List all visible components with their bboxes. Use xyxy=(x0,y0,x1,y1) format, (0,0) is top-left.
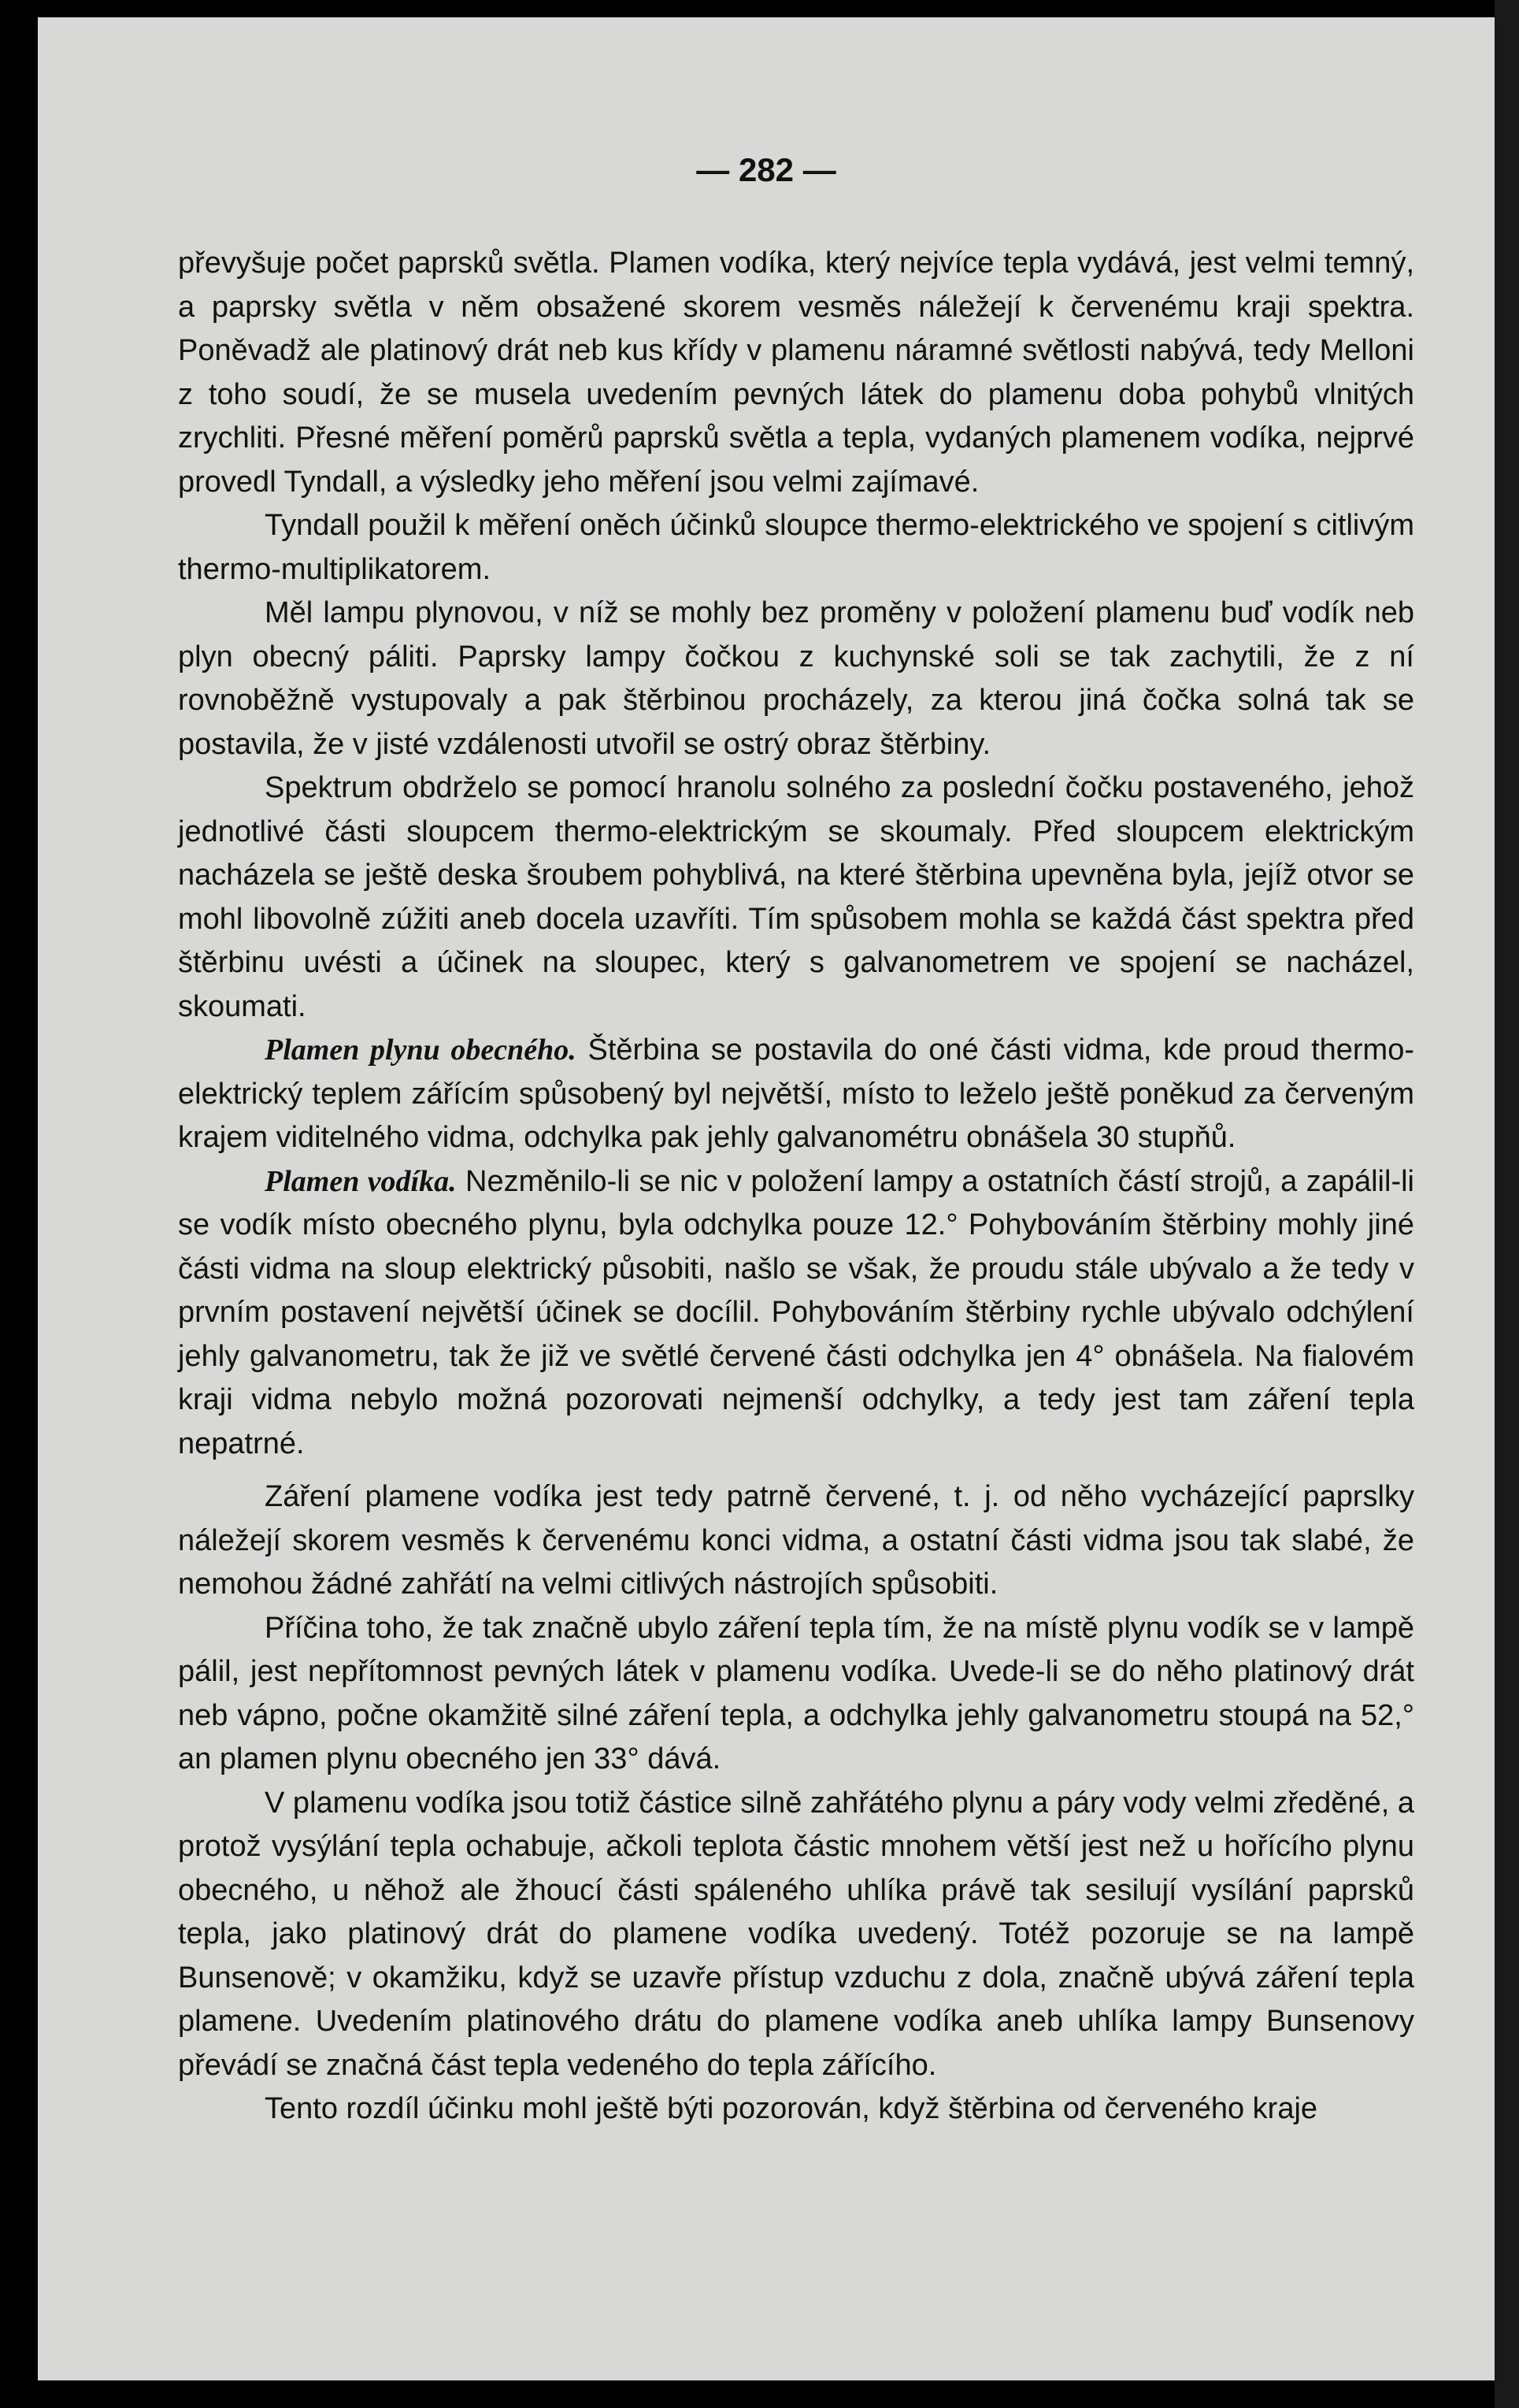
paragraph-text: V plamenu vodíka jsou totiž částice silně zahřátého plynu a páry vody velmi zředěné, a protož vysýlání tepla ochabuje, ačkoli teplota částic mnohem větší jest než u hořícího plynu obecného, u něhož ale žhoucí části spáleného uhlíka právě tak sesilují vysílání paprsků tepla, jako platinový drát do plamene vodíka uvedený. Totéž pozoruje se na lampě Bunsenově; v okamžiku, když se uzavře přístup vzduchu z dola, značně ubývá záření tepla plamene. Uvedením platinového drátu do plamene vodíka aneb uhlíka lampy Bunsenovy převádí se značná část tepla vedeného do tepla zářícího. xyxy=(178,1786,1414,2082)
paragraph-6 xyxy=(178,1160,1414,1467)
paragraph-10 xyxy=(178,2087,1414,2132)
paragraph-text: Tento rozdíl účinku mohl ještě býti pozorován, když štěrbina od červeného kraje xyxy=(265,2092,1318,2125)
paragraph-8 xyxy=(178,1607,1414,1782)
paragraph-9 xyxy=(178,1782,1414,2088)
document-page xyxy=(38,17,1495,2380)
paragraph-lead: Plamen plynu obecného. xyxy=(265,1033,576,1067)
paragraph-text: Měl lampu plynovou, v níž se mohly bez proměny v položení plamenu buď vodík neb plyn obecný páliti. Paprsky lampy čočkou z kuchynské soli se tak zachytili, že z ní rovnoběžně vystupovaly a pak štěrbinou procházely, za kterou jiná čočka solná tak se postavila, že v jisté vzdálenosti utvořil se ostrý obraz štěrbiny. xyxy=(178,596,1414,761)
paragraph-1 xyxy=(178,242,1414,504)
paragraph-7 xyxy=(178,1475,1414,1607)
paragraph-text: Nezměnilo-li se nic v položení lampy a ostatních částí strojů, a zapálil-li se vodík místo obecného plynu, byla odchylka pouze 12.° Pohybováním štěrbiny mohly jiné části vidma na sloup elektrický působiti, našlo se však, že proudu stále ubývalo a že tedy v prvním postavení největší účinek se docílil. Pohybováním štěrbiny rychle ubývalo odchýlení jehly galvanometru, tak že již ve světlé červené části odchylka jen 4° obnášela. Na fialovém kraji vidma nebylo možná pozorovati nejmenší odchylky, a tedy jest tam záření tepla nepatrné. xyxy=(178,1164,1414,1460)
paragraph-4 xyxy=(178,766,1414,1029)
paragraph-lead: Plamen vodíka. xyxy=(265,1164,457,1198)
paragraph-text: Příčina toho, že tak značně ubylo záření tepla tím, že na místě plynu vodík se v lampě pálil, jest nepřítomnost pevných látek v plamenu vodíka. Uvede-li se do něho platinový drát neb vápno, počne okamžitě silné záření tepla, a odchylka jehly galvanometru stoupá na 52,° an plamen plynu obecného jen 33° dává. xyxy=(178,1611,1414,1775)
paragraph-2 xyxy=(178,504,1414,592)
paragraph-3 xyxy=(178,592,1414,766)
page-number: — 282 — xyxy=(696,151,836,188)
paragraph-text: Spektrum obdrželo se pomocí hranolu solného za poslední čočku postaveného, jehož jednotlivé části sloupcem thermo-elektrickým se skoumaly. Před sloupcem elektrickým nacházela se ještě deska šroubem pohyblivá, na které štěrbina upevněna byla, jejíž otvor se mohl libovolně zúžiti aneb docela uzavříti. Tím spůsobem mohla se každá část spektra před štěrbinu uvésti a účinek na sloupec, který s galvanometrem ve spojení se nacházel, skoumati. xyxy=(178,771,1414,1023)
scan-border xyxy=(1495,0,1519,2408)
paragraph-text: Záření plamene vodíka jest tedy patrně červené, t. j. od něho vycházející paprslky náležejí skorem vesměs k červenému konci vidma, a ostatní části vidma jsou tak slabé, že nemohou žádné zahřátí na velmi citlivých nástrojích spůsobiti. xyxy=(178,1480,1414,1601)
paragraph-text: převyšuje počet paprsků světla. Plamen vodíka, který nejvíce tepla vydává, jest velmi temný, a paprsky světla v něm obsažené skorem vesměs náležejí k červenému kraji spektra. Poněvadž ale platinový drát neb kus křídy v plamenu náramné světlosti nabývá, tedy Melloni z toho soudí, že se musela uvedením pevných látek do plamenu doba pohybů vlnitých zrychliti. Přesné měření poměrů paprsků světla a tepla, vydaných plamenem vodíka, nejprvé provedl Tyndall, a výsledky jeho měření jsou velmi zajímavé. xyxy=(178,247,1414,499)
body-text xyxy=(178,242,1414,2132)
paragraph-5 xyxy=(178,1029,1414,1160)
paragraph-text: Tyndall použil k měření oněch účinků sloupce thermo-elektrického ve spojení s citlivým thermo-multiplikatorem. xyxy=(178,509,1414,586)
paragraph-text: Štěrbina se postavila do oné části vidma, kde proud thermo-elektrický teplem zářícím spůsobený byl největší, místo to leželo ještě poněkud za červeným krajem viditelného vidma, odchylka pak jehly galvanométru obnášela 30 stupňů. xyxy=(178,1033,1414,1154)
